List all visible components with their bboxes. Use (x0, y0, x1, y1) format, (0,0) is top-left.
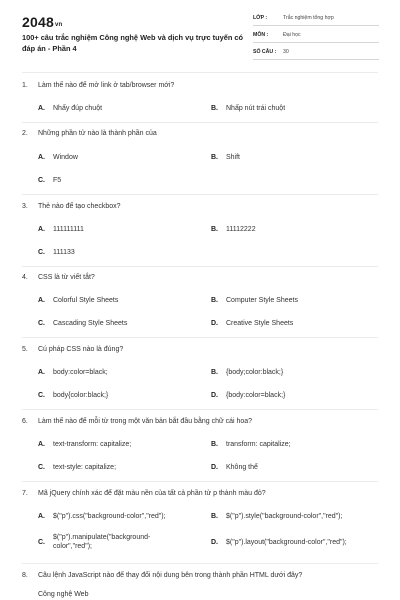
divider (22, 72, 378, 73)
meta-key: LỚP : (253, 15, 268, 21)
divider (22, 194, 378, 195)
meta-value: Đại học (283, 32, 301, 38)
site-logo[interactable]: 2048vn (22, 14, 63, 30)
question-text: 1. Làm thế nào để mở link ở tab/browser mới? (22, 82, 175, 89)
divider (22, 481, 378, 482)
meta-row-class (253, 11, 379, 26)
answer-preview-text: Công nghệ Web (38, 591, 89, 598)
divider (22, 266, 378, 267)
document-header (0, 0, 400, 80)
question-text: 3. Thẻ nào để tạo checkbox? (22, 203, 121, 210)
question-text: 2. Những phần tử nào là thành phần của (22, 130, 157, 137)
meta-row-count (253, 45, 379, 60)
logo-suffix: vn (54, 22, 63, 28)
divider (22, 337, 378, 338)
question-text: 6. Làm thế nào để mỗi từ trong một văn bản bắt đầu bằng chữ cái hoa? (22, 418, 253, 425)
divider (22, 409, 378, 410)
question-text: 4. CSS là từ viết tắt? (22, 274, 95, 281)
question-text: 8. Câu lệnh JavaScript nào để thay đổi nội dung bên trong thành phần HTML dưới đây? (22, 572, 303, 579)
meta-key: SỐ CÂU : (253, 49, 277, 55)
divider (22, 563, 378, 564)
divider (22, 122, 378, 123)
question-text: 7. Mã jQuery chính xác để đặt màu nền của tất cả phần tử p thành màu đỏ? (22, 490, 266, 497)
meta-key: MÔN : (253, 32, 269, 38)
question-text: 5. Cú pháp CSS nào là đúng? (22, 346, 124, 353)
meta-row-subject (253, 28, 379, 43)
meta-value: 30 (283, 49, 289, 55)
meta-value: Trắc nghiệm tổng hợp (283, 15, 334, 21)
page-title: 100+ câu trắc nghiệm Công nghệ Web và dịch vụ trực tuyến có đáp án - Phần 4 (22, 33, 244, 53)
meta-info (253, 11, 379, 60)
